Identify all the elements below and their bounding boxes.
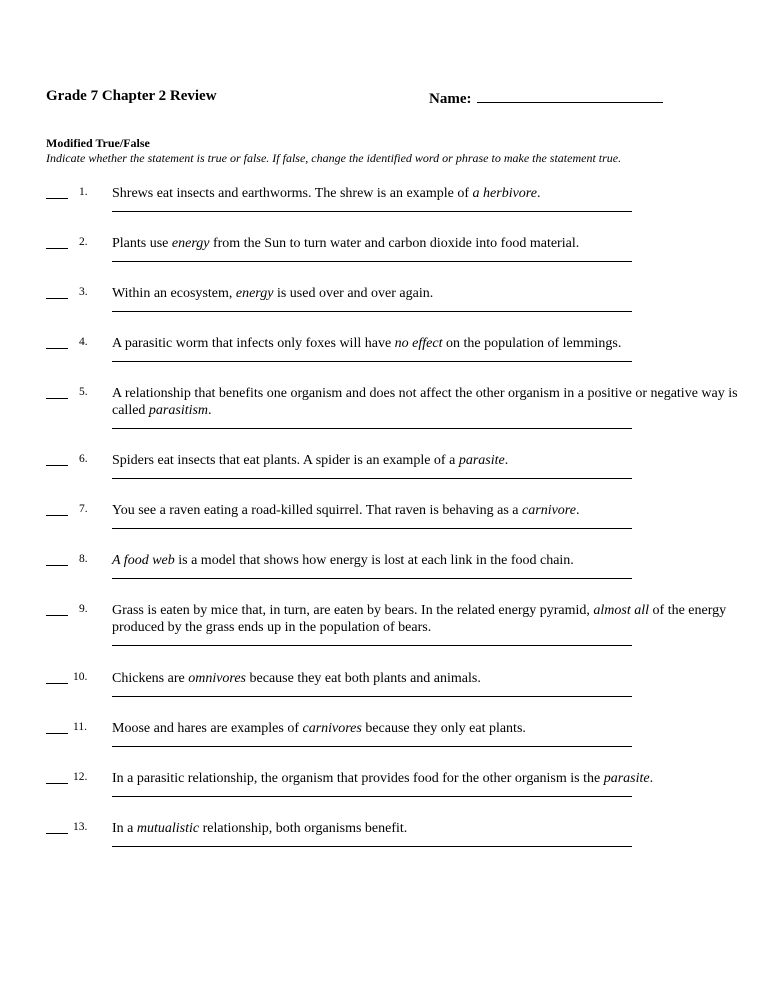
question-number: 11. [73,721,87,733]
statement-text: . [208,403,212,418]
statement-text: because they eat both plants and animals. [246,671,481,686]
answer-line[interactable] [112,645,632,646]
question-number: 6. [79,453,88,465]
question-number: 1. [79,186,88,198]
question-item [46,285,738,314]
statement-text: from the Sun to turn water and carbon dioxide into food material. [209,236,580,251]
question-item [46,770,738,799]
identified-term: parasite [603,771,650,786]
question-item [46,335,738,364]
section-instructions: Indicate whether the statement is true or false. If false, change the identified word or phrase to make the statement true. [46,151,622,165]
question-statement [112,602,738,636]
statement-text: on the population of lemmings. [442,336,622,351]
question-number: 9. [79,603,88,615]
answer-line[interactable] [112,796,632,797]
identified-term: mutualistic [136,821,200,836]
statement-text: . [575,503,580,518]
statement-text: Moose and hares are examples of [112,721,303,736]
question-statement [112,285,738,302]
statement-text: . [504,453,509,468]
identified-term: carnivore [522,503,576,518]
answer-line[interactable] [112,846,632,847]
identified-term: no effect [394,336,443,351]
question-statement [112,552,738,569]
question-number: 12. [73,771,88,783]
question-statement [112,670,738,687]
question-statement [112,770,738,787]
identified-term: energy [235,286,274,301]
identified-term: carnivores [302,721,362,736]
question-item [46,235,738,264]
question-item [46,670,738,699]
statement-text: Spiders eat insects that eat plants. A spider is an example of a [112,453,459,468]
statement-text: Shrews eat insects and earthworms. The shrew is an example of [112,186,473,201]
answer-line[interactable] [112,528,632,529]
identified-term: a herbivore [472,186,537,201]
question-number: 10. [73,671,88,683]
section-title: Modified True/False [46,136,150,150]
statement-text: A parasitic worm that infects only foxes will have [112,336,395,351]
true-false-blank[interactable] [46,820,68,834]
section-intro [46,136,738,166]
identified-term: parasitism [148,403,209,418]
answer-line[interactable] [112,746,632,747]
statement-text: Plants use [112,236,172,251]
statement-text: A relationship that benefits one organism and does not affect the other organism in a positive or negative way is called [112,386,738,418]
true-false-blank[interactable] [46,235,68,249]
true-false-blank[interactable] [46,552,68,566]
identified-term: parasite [458,453,505,468]
question-statement [112,502,738,519]
identified-term: almost all [593,603,650,618]
question-statement [112,820,738,837]
true-false-blank[interactable] [46,335,68,349]
statement-text: because they only eat plants. [361,721,526,736]
true-false-blank[interactable] [46,602,68,616]
statement-text: Within an ecosystem, [112,286,236,301]
answer-line[interactable] [112,361,632,362]
answer-line[interactable] [112,428,632,429]
question-number: 8. [79,553,88,565]
statement-text: is a model that shows how energy is lost at each link in the food chain. [174,553,574,568]
question-item [46,720,738,749]
statement-text: is used over and over again. [273,286,434,301]
statement-text: Chickens are [112,671,189,686]
question-item [46,820,738,849]
question-statement [112,452,738,469]
question-number: 13. [73,821,88,833]
question-item [46,452,738,481]
true-false-blank[interactable] [46,670,68,684]
question-item [46,602,738,648]
statement-text: Grass is eaten by mice that, in turn, are eaten by bears. In the related energy pyramid, [112,603,594,618]
question-statement [112,335,738,352]
true-false-blank[interactable] [46,770,68,784]
true-false-blank[interactable] [46,452,68,466]
true-false-blank[interactable] [46,502,68,516]
question-number: 4. [79,336,88,348]
statement-text: You see a raven eating a road-killed squirrel. That raven is behaving as a [112,503,523,518]
statement-text: . [649,771,654,786]
question-number: 3. [79,286,88,298]
statement-text: of the energy produced by the grass ends up in the population of bears. [112,603,727,635]
question-item [46,185,738,214]
answer-line[interactable] [112,578,632,579]
question-item [46,502,738,531]
identified-term: energy [171,236,210,251]
true-false-blank[interactable] [46,185,68,199]
worksheet-header [46,88,722,110]
identified-term: A food web [112,553,175,568]
answer-line[interactable] [112,211,632,212]
question-statement [112,720,738,737]
question-statement [112,235,738,252]
statement-text: relationship, both organisms benefit. [199,821,408,836]
answer-line[interactable] [112,311,632,312]
question-number: 5. [79,386,88,398]
question-number: 2. [79,236,88,248]
statement-text: . [536,186,541,201]
question-item [46,552,738,581]
true-false-blank[interactable] [46,385,68,399]
question-statement [112,385,738,419]
answer-line[interactable] [112,478,632,479]
question-item [46,385,738,431]
true-false-blank[interactable] [46,285,68,299]
question-number: 7. [79,503,88,515]
question-statement [112,185,738,202]
answer-line[interactable] [112,261,632,262]
name-field [429,88,663,108]
name-label: Name: [429,91,472,107]
worksheet-title: Grade 7 Chapter 2 Review [46,88,217,104]
statement-text: In a parasitic relationship, the organism that provides food for the other organism is the [112,771,604,786]
answer-line[interactable] [112,696,632,697]
identified-term: omnivores [188,671,247,686]
statement-text: In a [112,821,137,836]
name-blank-line[interactable] [477,88,663,103]
true-false-blank[interactable] [46,720,68,734]
